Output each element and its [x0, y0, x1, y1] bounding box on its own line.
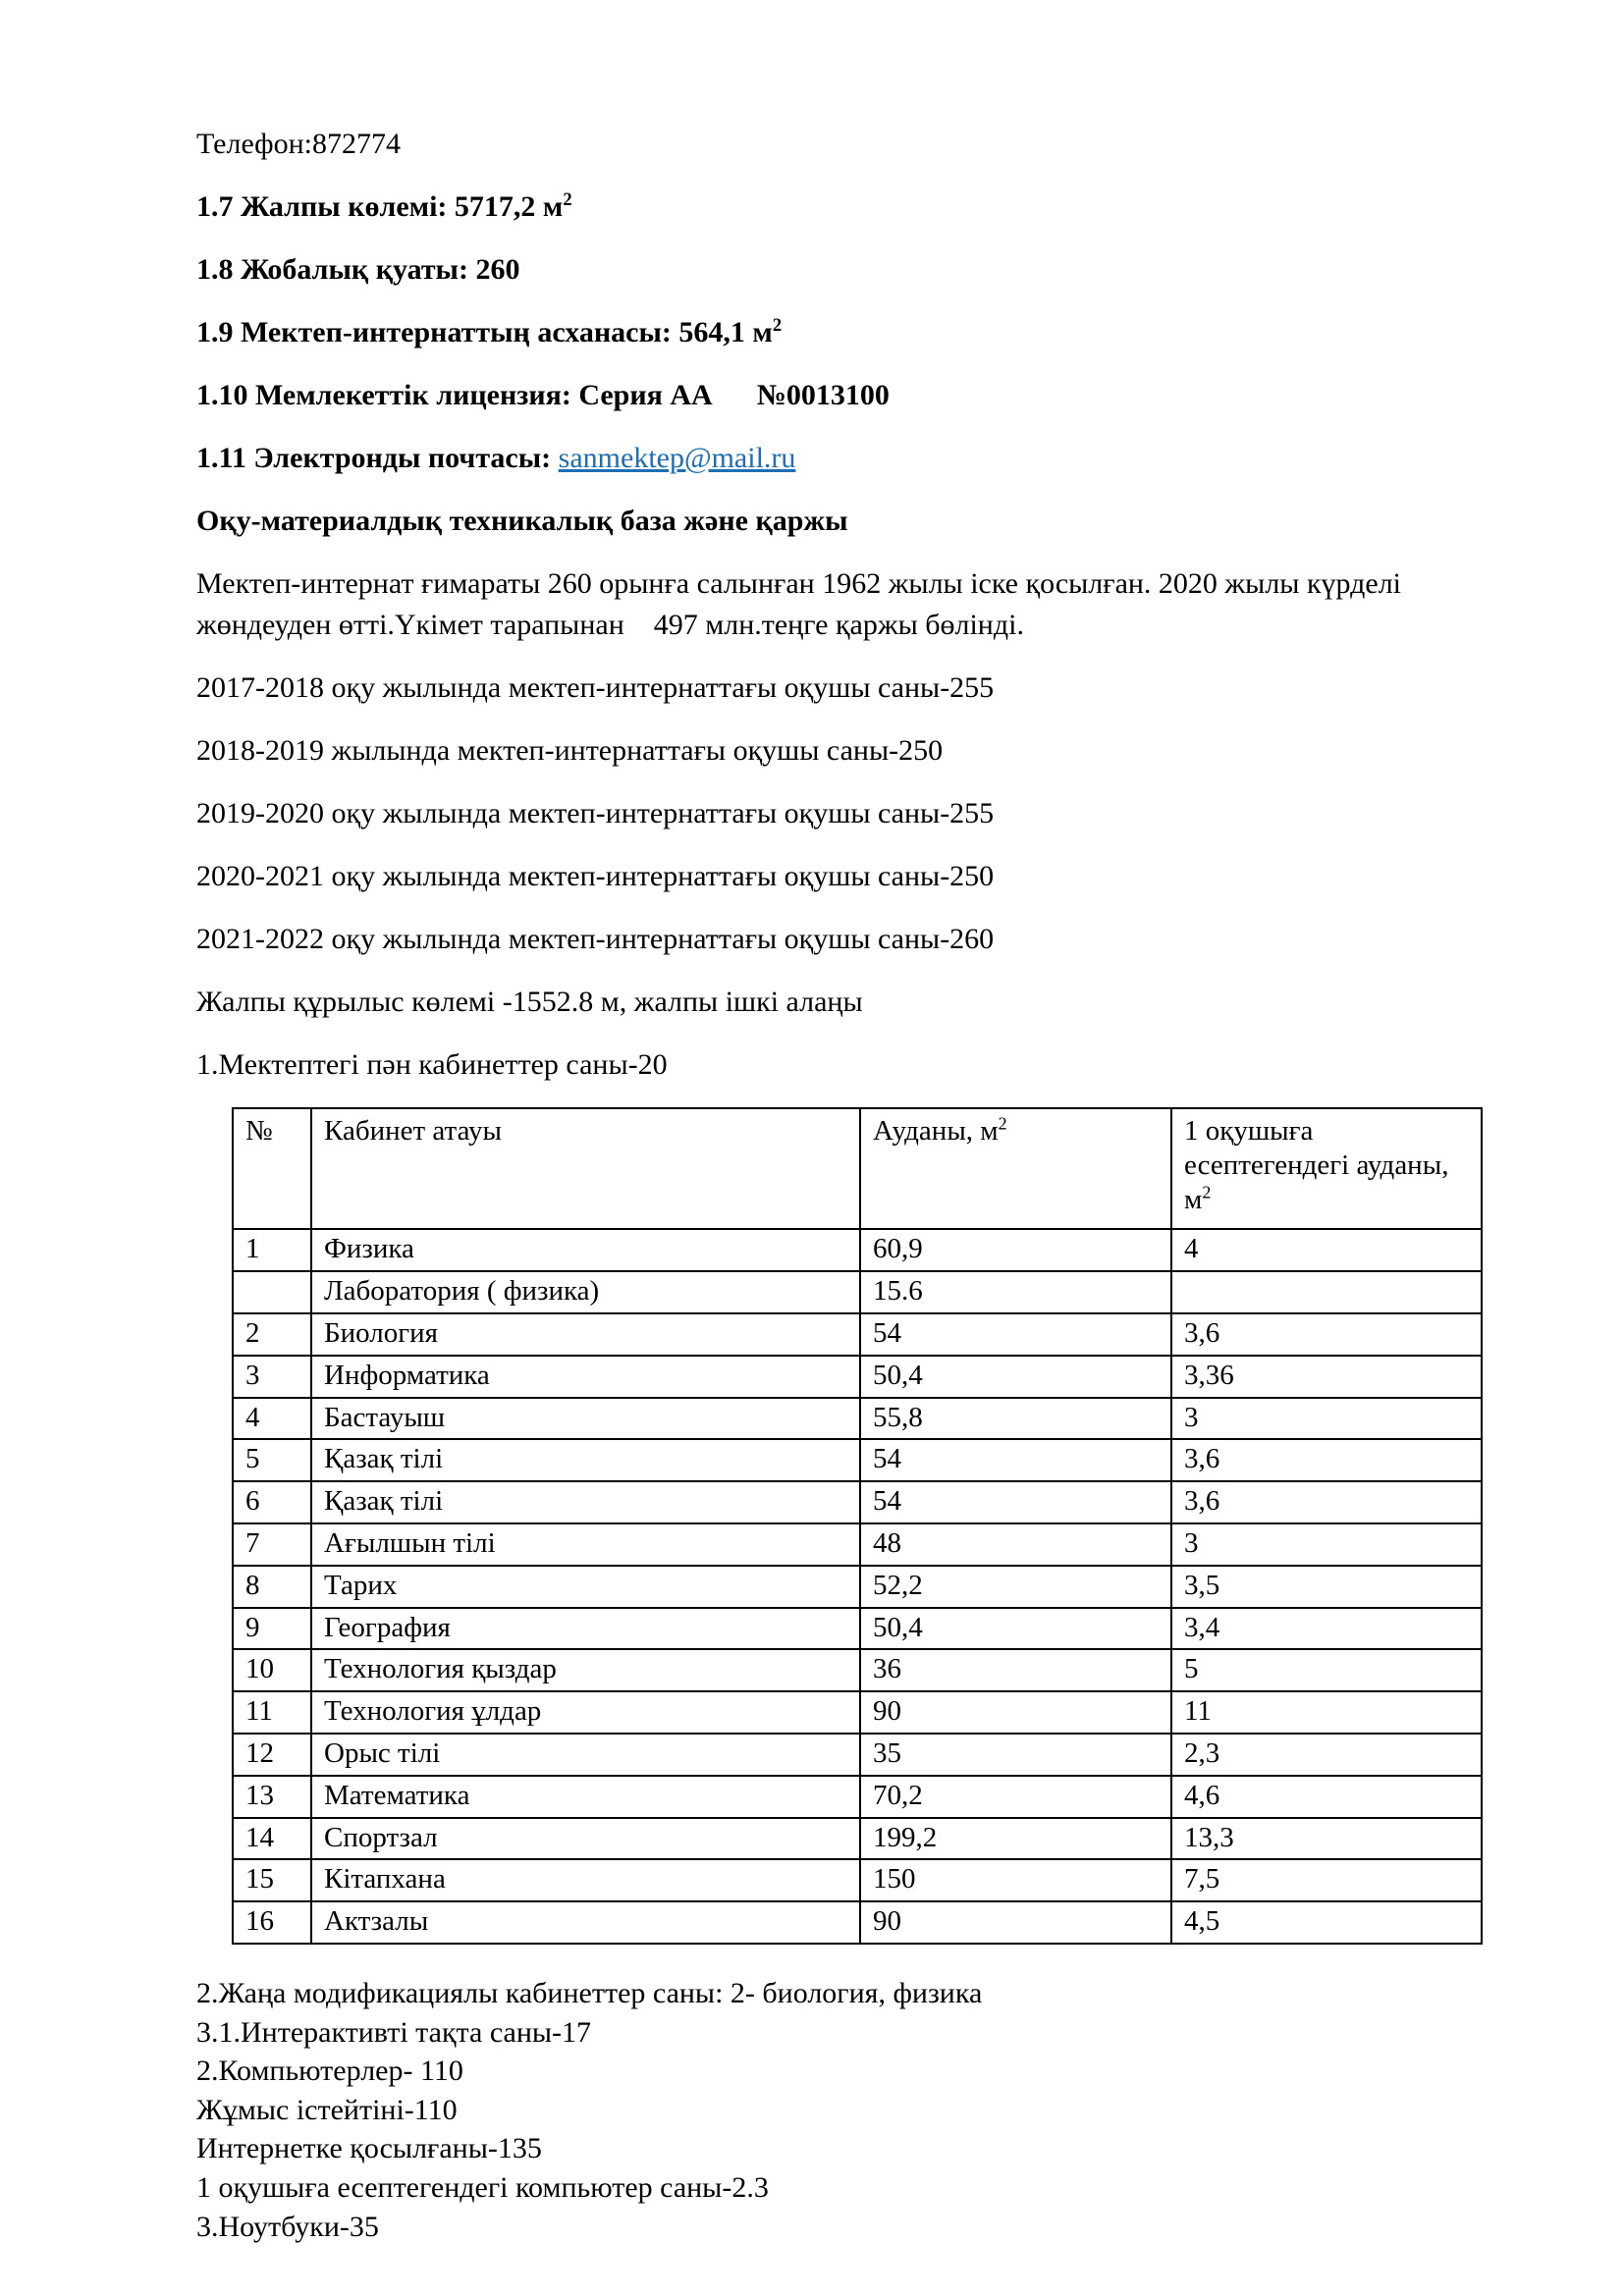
header-cell-area-per-student	[1171, 1108, 1482, 1229]
table-cell: 7,5	[1171, 1859, 1482, 1901]
table-row	[233, 1356, 1482, 1398]
table-row	[233, 1859, 1482, 1901]
table-cell: Биология	[311, 1313, 860, 1356]
item-1-11	[196, 438, 1487, 479]
table-cell: 14	[233, 1818, 311, 1860]
table-cell: 48	[860, 1523, 1171, 1566]
footer-line-interactive-boards: 3.1.Интерактивті тақта саны-17	[196, 2015, 592, 2049]
superscript-2: 2	[563, 189, 572, 210]
table-cell: 3,6	[1171, 1313, 1482, 1356]
year-line-2017-2018: 2017-2018 оқу жылында мектеп-интернаттағы оқушы саны-255	[196, 671, 995, 704]
table-cell: 5	[1171, 1649, 1482, 1691]
table-row	[233, 1776, 1482, 1818]
table-cell: 54	[860, 1313, 1171, 1356]
table-cell: Қазақ тілі	[311, 1481, 860, 1523]
footer-line-notebooks: 3.Ноутбуки-35	[196, 2210, 379, 2243]
table-cell: Кітапхана	[311, 1859, 860, 1901]
email-label: 1.11 Электронды почтасы:	[196, 442, 552, 474]
table-cell: 3,6	[1171, 1481, 1482, 1523]
table-cell: 3	[1171, 1398, 1482, 1440]
table-cell: Математика	[311, 1776, 860, 1818]
item-1-7-text: 1.7 Жалпы көлемі: 5717,2 м	[196, 190, 564, 223]
table-cell: 3,5	[1171, 1566, 1482, 1608]
table-cell: 4	[233, 1398, 311, 1440]
table-cell: 15.6	[860, 1271, 1171, 1313]
header-cell-number	[233, 1108, 311, 1229]
table-cell: 4,6	[1171, 1776, 1482, 1818]
table-cell: 11	[233, 1691, 311, 1734]
table-cell: Бастауыш	[311, 1398, 860, 1440]
table-cell: Лаборатория ( физика)	[311, 1271, 860, 1313]
header-number-text: №	[245, 1115, 273, 1147]
table-cell: 5	[233, 1439, 311, 1481]
header-area-text: Ауданы, м	[873, 1115, 999, 1147]
table-cell: Физика	[311, 1229, 860, 1271]
table-cell: 4,5	[1171, 1901, 1482, 1944]
table-cell: География	[311, 1608, 860, 1650]
table-row	[233, 1523, 1482, 1566]
table-row	[233, 1691, 1482, 1734]
phone-line: Телефон:872774	[196, 128, 401, 160]
section-heading: Оқу-материалдық техникалық база және қаржы	[196, 505, 848, 537]
footer-notes	[196, 1974, 1487, 2246]
table-cell: Ағылшын тілі	[311, 1523, 860, 1566]
table-cell: 52,2	[860, 1566, 1171, 1608]
table-cell: 15	[233, 1859, 311, 1901]
item-1-9-text: 1.9 Мектеп-интернаттың асханасы: 564,1 м	[196, 316, 773, 348]
header-cabinet-text: Кабинет атауы	[324, 1115, 502, 1147]
table-cell: 3	[1171, 1523, 1482, 1566]
table-cell: 50,4	[860, 1608, 1171, 1650]
table-row	[233, 1649, 1482, 1691]
table-row	[233, 1229, 1482, 1271]
table-cell	[233, 1271, 311, 1313]
table-cell: 55,8	[860, 1398, 1171, 1440]
table-row	[233, 1271, 1482, 1313]
table-cell: 2	[233, 1313, 311, 1356]
header-cell-cabinet-name	[311, 1108, 860, 1229]
table-cell: 90	[860, 1691, 1171, 1734]
license-label: 1.10 Мемлекеттік лицензия: Серия АА	[196, 379, 713, 411]
table-row	[233, 1481, 1482, 1523]
table-cell: 36	[860, 1649, 1171, 1691]
table-cell: 90	[860, 1901, 1171, 1944]
cabinets-table-header	[233, 1108, 1482, 1229]
footer-line-internet-connected: Интернетке қосылғаны-135	[196, 2132, 542, 2165]
table-cell: Спортзал	[311, 1818, 860, 1860]
table-row	[233, 1734, 1482, 1776]
table-cell: 54	[860, 1481, 1171, 1523]
table-cell: 150	[860, 1859, 1171, 1901]
table-cell: Информатика	[311, 1356, 860, 1398]
table-cell: 6	[233, 1481, 311, 1523]
year-line-2019-2020: 2019-2020 оқу жылында мектеп-интернаттағы оқушы саны-255	[196, 797, 995, 829]
cabinets-table-body	[233, 1229, 1482, 1944]
footer-line-computers: 2.Компьютерлер- 110	[196, 2055, 463, 2088]
table-cell: 16	[233, 1901, 311, 1944]
table-cell: Орыс тілі	[311, 1734, 860, 1776]
table-cell: 54	[860, 1439, 1171, 1481]
table-cell: 12	[233, 1734, 311, 1776]
footer-line-computers-per-student: 1 оқушыға есептегендегі компьютер саны-2.3	[196, 2170, 769, 2204]
table-row	[233, 1818, 1482, 1860]
cabinets-table	[232, 1107, 1483, 1945]
table-cell: 8	[233, 1566, 311, 1608]
table-cell: 199,2	[860, 1818, 1171, 1860]
table-row	[233, 1313, 1482, 1356]
table-cell: Актзалы	[311, 1901, 860, 1944]
footer-line-modified-cabinets: 2.Жаңа модификациялы кабинеттер саны: 2- биология, физика	[196, 1976, 983, 2009]
table-cell: 11	[1171, 1691, 1482, 1734]
intro-paragraph: Мектеп-интернат ғимараты 260 орынға салынған 1962 жылы іске қосылған. 2020 жылы күрделі жөндеуден өтті.Үкімет тарапынан 497 млн.теңге қаржы бөлінді.	[196, 567, 1402, 641]
table-cell: Тарих	[311, 1566, 860, 1608]
table-row	[233, 1398, 1482, 1440]
item-1-8: 1.8 Жобалық қуаты: 260	[196, 253, 520, 286]
table-cell: 3,6	[1171, 1439, 1482, 1481]
table-cell: 9	[233, 1608, 311, 1650]
building-volume-line: Жалпы құрылыс көлемі -1552.8 м, жалпы ішкі алаңы	[196, 986, 863, 1018]
superscript-2: 2	[998, 1113, 1007, 1134]
table-cell: 3	[233, 1356, 311, 1398]
table-cell: 3,4	[1171, 1608, 1482, 1650]
header-cell-area	[860, 1108, 1171, 1229]
item-1-10	[196, 375, 1487, 416]
item-1-9	[196, 312, 1487, 353]
table-cell: Технология ұлдар	[311, 1691, 860, 1734]
table-cell: Қазақ тілі	[311, 1439, 860, 1481]
table-cell	[1171, 1271, 1482, 1313]
table-cell: Технология қыздар	[311, 1649, 860, 1691]
year-line-2020-2021: 2020-2021 оқу жылында мектеп-интернаттағы оқушы саны-250	[196, 860, 995, 892]
table-cell: 13,3	[1171, 1818, 1482, 1860]
table-row	[233, 1608, 1482, 1650]
table-cell: 3,36	[1171, 1356, 1482, 1398]
table-cell: 60,9	[860, 1229, 1171, 1271]
table-row	[233, 1439, 1482, 1481]
table-row	[233, 1566, 1482, 1608]
table-cell: 70,2	[860, 1776, 1171, 1818]
table-cell: 50,4	[860, 1356, 1171, 1398]
email-link[interactable]: sanmektep@mail.ru	[558, 442, 796, 474]
header-row	[233, 1108, 1482, 1229]
item-1-7	[196, 187, 1487, 228]
table-row	[233, 1901, 1482, 1944]
table-cell: 4	[1171, 1229, 1482, 1271]
cabinets-count-line: 1.Мектептегі пән кабинеттер саны-20	[196, 1048, 668, 1081]
table-cell: 10	[233, 1649, 311, 1691]
superscript-2: 2	[772, 315, 783, 336]
header-area-per-student-text: 1 оқушыға есептегендегі ауданы, м	[1184, 1115, 1449, 1215]
table-cell: 35	[860, 1734, 1171, 1776]
license-number: №0013100	[756, 379, 890, 411]
footer-line-working-computers: Жұмыс істейтіні-110	[196, 2093, 458, 2126]
table-cell: 13	[233, 1776, 311, 1818]
table-cell: 1	[233, 1229, 311, 1271]
year-line-2018-2019: 2018-2019 жылында мектеп-интернаттағы оқушы саны-250	[196, 734, 944, 767]
superscript-2: 2	[1202, 1181, 1212, 1201]
table-cell: 2,3	[1171, 1734, 1482, 1776]
table-cell: 7	[233, 1523, 311, 1566]
year-line-2021-2022: 2021-2022 оқу жылында мектеп-интернаттағы оқушы саны-260	[196, 923, 995, 955]
